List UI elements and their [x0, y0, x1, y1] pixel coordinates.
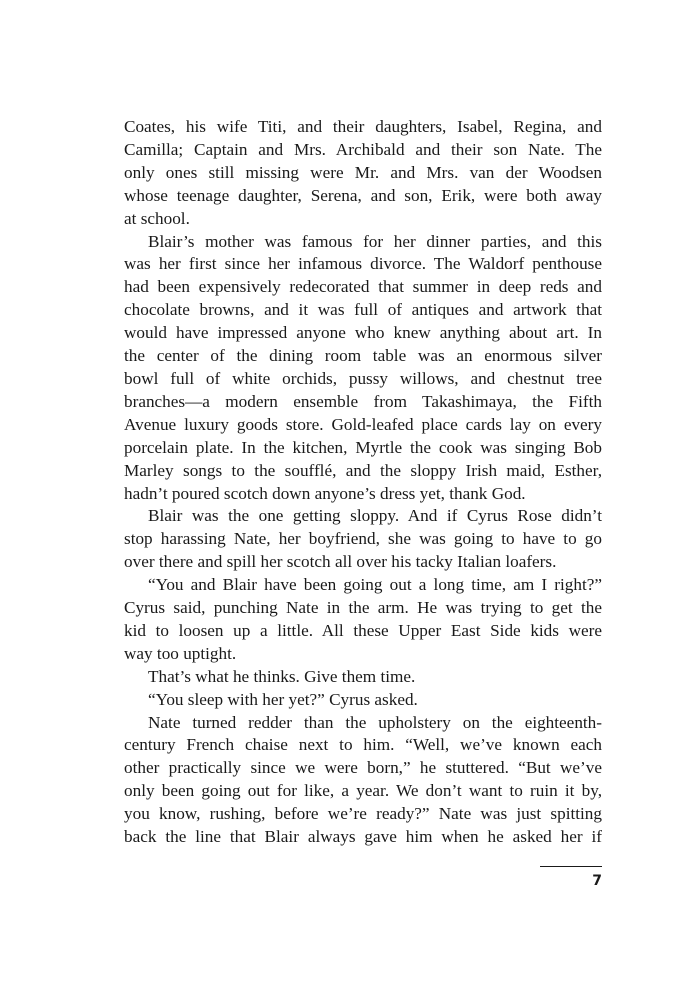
- text-line: would have impressed anyone who knew anything about art. In: [124, 323, 602, 343]
- paragraph: [124, 666, 602, 689]
- text-line: porcelain plate. In the kitchen, Myrtle the cook was singing Bob: [124, 437, 602, 457]
- text-line: Coates, his wife Titi, and their daughters, Isabel, Regina, and: [124, 117, 602, 136]
- text-line: kid to loosen up a little. All these Upper East Side kids were: [124, 620, 602, 640]
- paragraph: [124, 689, 602, 712]
- paragraph: [124, 574, 602, 666]
- text-line: That’s what he thinks. Give them time.: [148, 666, 416, 686]
- text-line: only ones still missing were Mr. and Mrs. van der Woodsen: [124, 162, 602, 182]
- text-line: you know, rushing, before we’re ready?” Nate was just spitting: [124, 804, 602, 824]
- text-line: Blair’s mother was famous for her dinner parties, and this: [148, 231, 602, 251]
- text-line: bowl full of white orchids, pussy willows, and chestnut tree: [124, 368, 602, 388]
- text-line: Avenue luxury goods store. Gold-leafed place cards lay on every: [124, 414, 602, 434]
- text-line: at school.: [124, 208, 190, 228]
- text-line: other practically since we were born,” he stuttered. “But we’ve: [124, 758, 602, 778]
- paragraph: [124, 505, 602, 574]
- text-line: “You and Blair have been going out a long time, am I right?”: [148, 575, 602, 595]
- page-number: 7: [592, 873, 602, 889]
- footer-rule: [540, 866, 602, 867]
- text-line: was her first since her infamous divorce. The Waldorf penthouse: [124, 254, 602, 274]
- text-line: way too uptight.: [124, 643, 237, 663]
- body-text: [124, 116, 602, 849]
- paragraph: [124, 231, 602, 506]
- text-line: the center of the dining room table was an enormous silver: [124, 346, 602, 366]
- text-line: Marley songs to the soufflé, and the sloppy Irish maid, Esther,: [124, 460, 602, 480]
- text-line: stop harassing Nate, her boyfriend, she was going to have to go: [124, 529, 602, 549]
- text-line: Camilla; Captain and Mrs. Archibald and their son Nate. The: [124, 139, 602, 159]
- paragraph: [124, 116, 602, 231]
- text-line: back the line that Blair always gave him when he asked her if: [124, 827, 602, 847]
- paragraph: [124, 712, 602, 849]
- text-line: whose teenage daughter, Serena, and son, Erik, were both away: [124, 185, 602, 205]
- text-line: hadn’t poured scotch down anyone’s dress yet, thank God.: [124, 483, 526, 503]
- text-line: over there and spill her scotch all over his tacky Italian loafers.: [124, 552, 557, 572]
- text-line: “You sleep with her yet?” Cyrus asked.: [148, 689, 418, 709]
- text-line: Nate turned redder than the upholstery on the eighteenth-: [148, 712, 602, 732]
- text-line: only been going out for like, a year. We don’t want to ruin it by,: [124, 781, 602, 801]
- text-line: Blair was the one getting sloppy. And if Cyrus Rose didn’t: [148, 506, 602, 526]
- text-line: chocolate browns, and it was full of antiques and artwork that: [124, 300, 602, 320]
- text-line: had been expensively redecorated that summer in deep reds and: [124, 277, 602, 297]
- text-line: century French chaise next to him. “Well, we’ve known each: [124, 735, 602, 755]
- text-line: Cyrus said, punching Nate in the arm. He was trying to get the: [124, 598, 602, 618]
- text-line: branches—a modern ensemble from Takashimaya, the Fifth: [124, 391, 602, 411]
